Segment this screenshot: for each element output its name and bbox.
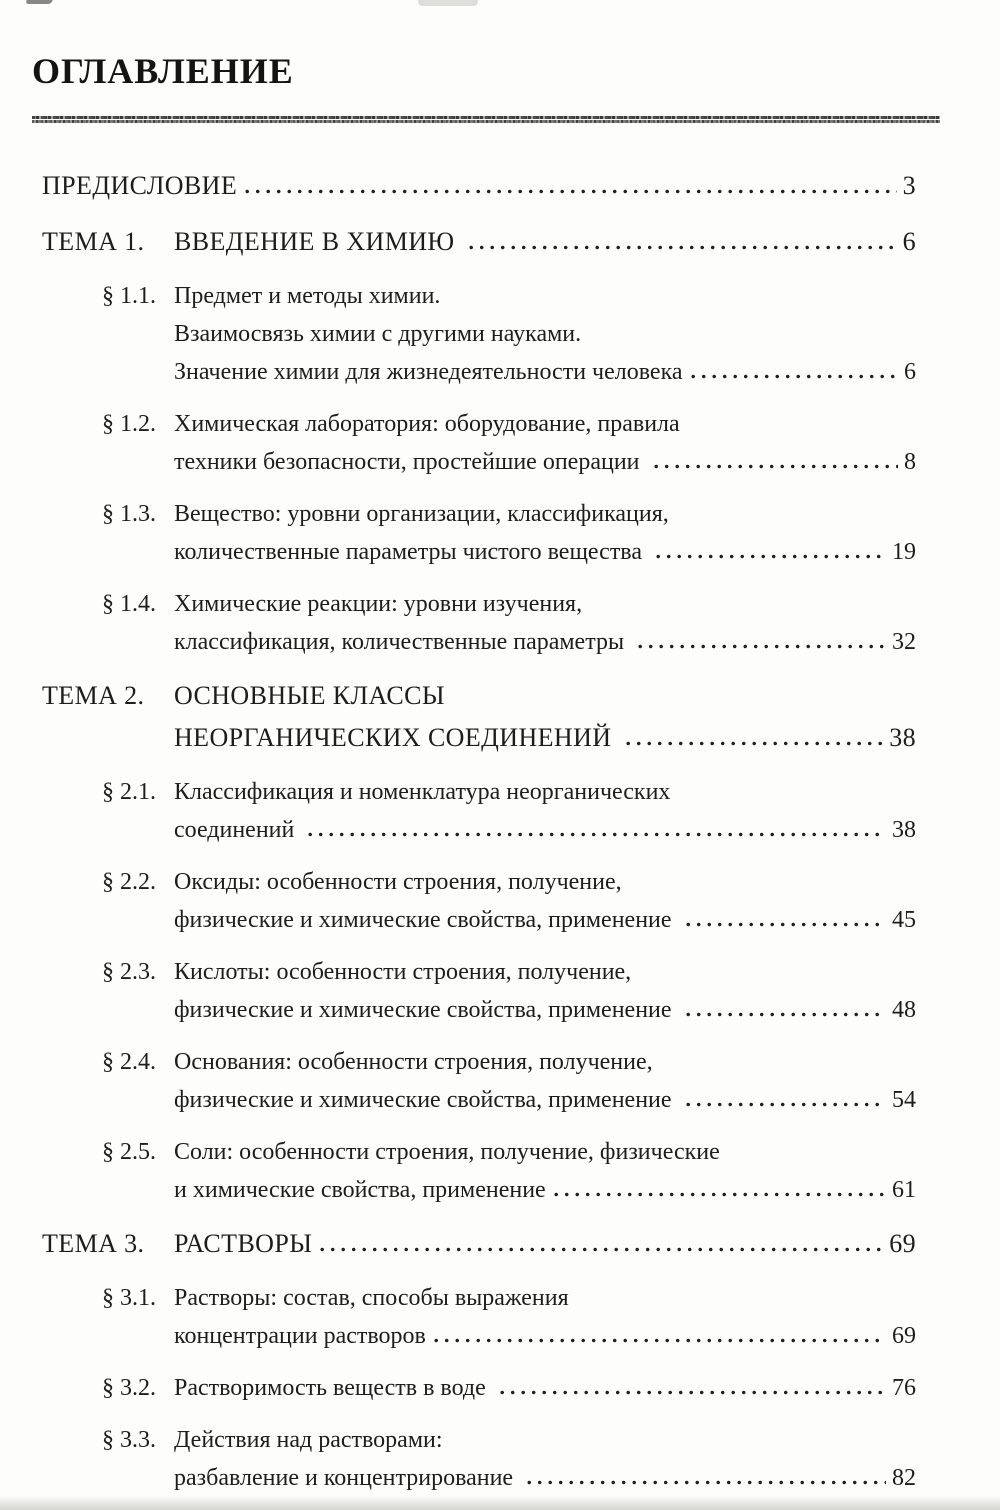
toc-entry-line <box>32 1369 916 1407</box>
toc-entry-text: Растворимость веществ в воде <box>174 1375 492 1401</box>
toc-entry <box>32 1043 916 1119</box>
toc-entry-prefix: § 2.4. <box>102 1049 156 1075</box>
toc-entry-prefix: § 3.1. <box>102 1285 156 1311</box>
toc-entry-prefix: § 3.3. <box>102 1427 156 1453</box>
dot-leader <box>691 374 898 379</box>
toc-entry <box>32 773 916 849</box>
toc-entry-line <box>32 623 916 661</box>
scan-artifact-top-left <box>25 0 52 4</box>
toc-entry-text: Химическая лаборатория: оборудование, правила <box>174 411 680 437</box>
toc-entry-text: Химические реакции: уровни изучения, <box>174 591 583 617</box>
toc-entry-line <box>32 405 916 443</box>
toc-entry-line <box>32 717 916 759</box>
toc-entry <box>32 165 916 207</box>
page-number: 61 <box>892 1177 916 1203</box>
toc-entry-line <box>32 863 916 901</box>
page-number: 8 <box>904 449 916 475</box>
toc-entry-text: классификация, количественные параметры <box>174 629 631 655</box>
toc-entry <box>32 405 916 481</box>
page-number: 76 <box>892 1375 916 1401</box>
page-number: 32 <box>892 629 916 655</box>
toc-entry-text: Вещество: уровни организации, классификация, <box>174 501 669 527</box>
dot-leader <box>554 1192 886 1197</box>
toc-entry-text: техники безопасности, простейшие операции <box>174 449 646 475</box>
page-number: 48 <box>892 997 916 1023</box>
page-number: 38 <box>892 817 916 843</box>
toc-entry-text: Основания: особенности строения, получение, <box>174 1049 653 1075</box>
toc-entry-prefix: § 2.5. <box>102 1139 156 1165</box>
dot-leader <box>320 1247 883 1252</box>
toc-entry-text: концентрации растворов <box>174 1323 426 1349</box>
page-number: 19 <box>892 539 916 565</box>
toc-entry-prefix: § 1.3. <box>102 501 156 527</box>
toc-entry-line <box>32 811 916 849</box>
toc-entry <box>32 585 916 661</box>
toc-entry-line <box>32 773 916 811</box>
page-number: 38 <box>889 723 916 752</box>
toc-entry-text: физические и химические свойства, применение <box>174 1087 678 1113</box>
toc-entry <box>32 1369 916 1407</box>
toc-entry-text: физические и химические свойства, применение <box>174 907 678 933</box>
toc-entry <box>32 675 916 759</box>
toc-entry <box>32 1279 916 1355</box>
page-number: 54 <box>892 1087 916 1113</box>
dot-leader <box>686 1102 886 1107</box>
toc-entry-prefix: ТЕМА 3. <box>42 1229 145 1258</box>
title-rule <box>32 116 940 123</box>
toc-entry-text: Классификация и номенклатура неорганических <box>174 779 671 805</box>
toc-entry <box>32 221 916 263</box>
toc-entry-text: Предмет и методы химии. <box>174 283 441 309</box>
toc-entry-line <box>32 443 916 481</box>
toc-entry-text: соединений <box>174 817 301 843</box>
toc-entry-prefix: ТЕМА 2. <box>42 681 145 710</box>
toc-entry-text: ПРЕДИСЛОВИЕ <box>42 171 238 200</box>
dot-leader <box>654 464 898 469</box>
toc-entry-prefix: § 2.2. <box>102 869 156 895</box>
toc-entry-line <box>32 1421 916 1459</box>
toc-entry <box>32 953 916 1029</box>
toc-entry-text: Взаимосвязь химии с другими науками. <box>174 321 582 347</box>
toc-entry-line <box>32 1317 916 1355</box>
scan-artifact-top <box>418 0 478 6</box>
toc-entry-line <box>32 533 916 571</box>
toc-entry-text: физические и химические свойства, применение <box>174 997 678 1023</box>
toc-entry-text: разбавление и концентрирование <box>174 1465 520 1491</box>
toc-entry-text: Растворы: состав, способы выражения <box>174 1285 569 1311</box>
toc-entry-prefix: § 3.2. <box>102 1375 156 1401</box>
toc-entry-text: количественные параметры чистого вещества <box>174 539 648 565</box>
toc-entry-prefix: § 1.4. <box>102 591 156 617</box>
page-title: ОГЛАВЛЕНИЕ <box>32 51 294 91</box>
page-number: 82 <box>892 1465 916 1491</box>
toc-entry <box>32 495 916 571</box>
dot-leader <box>686 1012 886 1017</box>
dot-leader <box>638 644 886 649</box>
toc-entry-line <box>32 165 916 207</box>
toc-entry-text: ВВЕДЕНИЕ В ХИМИЮ <box>174 227 462 256</box>
toc-entry-line <box>32 1171 916 1209</box>
toc-entry-line <box>32 221 916 263</box>
dot-leader <box>527 1480 886 1485</box>
toc-entry-line <box>32 315 916 353</box>
toc-entry <box>32 863 916 939</box>
toc-entry-line <box>32 1459 916 1497</box>
toc-entry-text: НЕОРГАНИЧЕСКИХ СОЕДИНЕНИЙ <box>174 723 619 752</box>
toc-entry-line <box>32 585 916 623</box>
toc-entry-prefix: § 1.1. <box>102 283 156 309</box>
toc-entry-prefix: ТЕМА 1. <box>42 227 145 256</box>
toc-entry-text: РАСТВОРЫ <box>174 1229 313 1258</box>
toc-list <box>32 165 916 1497</box>
toc-entry-text: и химические свойства, применение <box>174 1177 546 1203</box>
toc-entry-line <box>32 495 916 533</box>
page-number: 45 <box>892 907 916 933</box>
dot-leader <box>469 245 896 250</box>
dot-leader <box>500 1390 886 1395</box>
page-number: 6 <box>904 359 916 385</box>
dot-leader <box>434 1338 886 1343</box>
toc-entry-line <box>32 953 916 991</box>
dot-leader <box>308 832 886 837</box>
toc-entry <box>32 1133 916 1209</box>
dot-leader <box>686 922 886 927</box>
page-number: 69 <box>889 1229 916 1258</box>
toc-entry-text: Оксиды: особенности строения, получение, <box>174 869 622 895</box>
toc-entry-text: Соли: особенности строения, получение, физические <box>174 1139 720 1165</box>
toc-entry <box>32 277 916 391</box>
dot-leader <box>245 189 896 194</box>
scan-edge-bottom <box>0 1496 1000 1510</box>
toc-entry-text: Значение химии для жизнедеятельности человека <box>174 359 683 385</box>
toc-entry-line <box>32 675 916 717</box>
toc-entry-text: ОСНОВНЫЕ КЛАССЫ <box>174 681 445 710</box>
toc-entry-line <box>32 1043 916 1081</box>
toc-entry-line <box>32 1279 916 1317</box>
toc-entry-prefix: § 1.2. <box>102 411 156 437</box>
toc-entry-text: Кислоты: особенности строения, получение, <box>174 959 632 985</box>
page-number: 6 <box>902 227 916 256</box>
toc-entry-prefix: § 2.1. <box>102 779 156 805</box>
page-number: 3 <box>902 171 916 200</box>
toc-entry-line <box>32 1133 916 1171</box>
toc-entry-line <box>32 991 916 1029</box>
toc-entry-prefix: § 2.3. <box>102 959 156 985</box>
dot-leader <box>626 741 883 746</box>
toc-entry-line <box>32 1081 916 1119</box>
toc-entry-line <box>32 901 916 939</box>
toc-entry-line <box>32 353 916 391</box>
toc-entry <box>32 1223 916 1265</box>
toc-entry-text: Действия над растворами: <box>174 1427 443 1453</box>
toc-entry <box>32 1421 916 1497</box>
page-number: 69 <box>892 1323 916 1349</box>
toc-entry-line <box>32 277 916 315</box>
dot-leader <box>656 554 886 559</box>
toc-entry-line <box>32 1223 916 1265</box>
